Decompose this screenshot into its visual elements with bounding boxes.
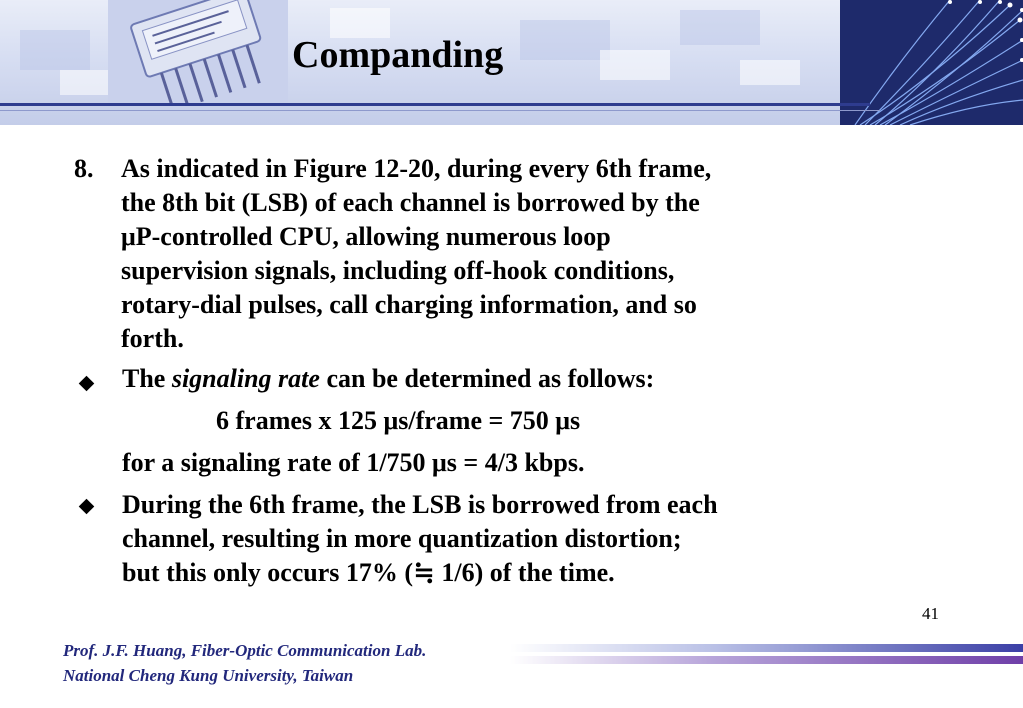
equation: 6 frames x 125 μs/frame = 750 μs [216,406,581,435]
slide-title: Companding [292,34,504,76]
diamond-bullet-icon [79,376,95,392]
numbered-item-8 [74,152,874,356]
item-8-text [121,152,874,356]
text-line: As indicated in Figure 12-20, during every 6th frame, [121,154,712,183]
text-line: channel, resulting in more quantization distortion; [122,524,682,553]
banner-rule [0,103,870,106]
bullet-lsb-borrowing [122,488,718,590]
footer-author: Prof. J.F. Huang, Fiber-Optic Communication Lab. [63,641,427,660]
header-banner [0,0,1023,125]
bullet-signaling-rate [122,362,654,396]
footer-decoration [510,644,1023,666]
text-line: but this only occurs 17% (≒ 1/6) of the time. [122,558,615,587]
diamond-bullet-icon [79,499,95,515]
optical-device-image [108,0,288,105]
fiber-optic-bundle-image [840,0,1023,125]
bullet-text-prefix: The [122,364,172,393]
banner-rule-thin [0,110,880,111]
text-line: the 8th bit (LSB) of each channel is borrowed by the [121,188,700,217]
text-line: During the 6th frame, the LSB is borrowed from each [122,490,718,519]
footer-institution: National Cheng Kung University, Taiwan [63,666,354,685]
bullet-text-suffix: can be determined as follows: [319,364,655,393]
text-line: μP-controlled CPU, allowing numerous loop [121,222,611,251]
text-line: rotary-dial pulses, call charging information, and so [121,290,697,319]
bullet-text-emphasis: signaling rate [171,364,320,393]
text-line: forth. [121,324,184,353]
item-number: 8. [74,154,94,183]
page-number: 41 [922,604,939,623]
text-line: supervision signals, including off-hook conditions, [121,256,675,285]
rate-result: for a signaling rate of 1/750 μs = 4/3 kbps. [122,448,585,477]
